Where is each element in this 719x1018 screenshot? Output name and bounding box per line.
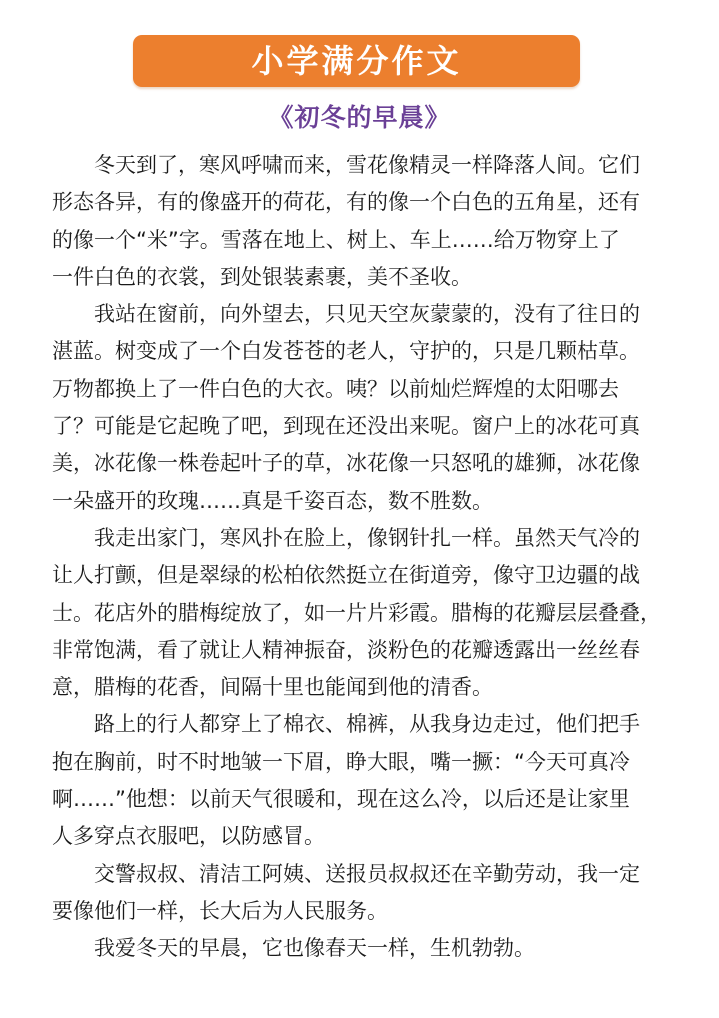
paragraph (52, 930, 672, 967)
text-line: 非常饱满，看了就让人精神振奋，淡粉色的花瓣透露出一丝丝春 (52, 637, 640, 662)
text-line: 一件白色的衣裳，到处银装素裹，美不圣收。 (52, 264, 472, 289)
essay-body (52, 147, 672, 968)
text-line: 万物都换上了一件白色的大衣。咦？以前灿烂辉煌的太阳哪去 (52, 376, 619, 401)
text-line: 人多穿点衣服吧，以防感冒。 (52, 824, 325, 849)
text-line: 路上的行人都穿上了棉衣、棉裤，从我身边走过，他们把手 (94, 712, 640, 737)
text-line: 湛蓝。树变成了一个白发苍苍的老人，守护的，只是几颗枯草。 (52, 339, 640, 364)
text-line: 我爱冬天的早晨，它也像春天一样，生机勃勃。 (94, 936, 535, 961)
text-line: 士。花店外的腊梅绽放了，如一片片彩霞。腊梅的花瓣层层叠叠， (52, 600, 661, 625)
text-line: 抱在胸前，时不时地皱一下眉，睁大眼，嘴一撅：“今天可真冷 (52, 749, 630, 774)
paragraph (52, 296, 672, 520)
text-line: 意，腊梅的花香，间隔十里也能闻到他的清香。 (52, 675, 493, 700)
text-line: 了？可能是它起晚了吧，到现在还没出来呢。窗户上的冰花可真 (52, 414, 640, 439)
paragraph (52, 856, 672, 931)
banner-title: 小学满分作文 (251, 42, 462, 80)
text-line: 我站在窗前，向外望去，只见天空灰蒙蒙的，没有了往日的 (94, 302, 640, 327)
paragraph (52, 706, 672, 855)
text-line: 让人打颤，但是翠绿的松柏依然挺立在街道旁，像守卫边疆的战 (52, 563, 640, 588)
text-line: 形态各异，有的像盛开的荷花，有的像一个白色的五角星，还有 (52, 190, 640, 215)
text-line: 的像一个“米”字。雪落在地上、树上、车上……给万物穿上了 (52, 227, 620, 252)
header-banner (133, 35, 580, 87)
text-line: 美，冰花像一株卷起叶子的草，冰花像一只怒吼的雄狮，冰花像 (52, 451, 640, 476)
paragraph (52, 520, 672, 706)
text-line: 冬天到了，寒风呼啸而来，雪花像精灵一样降落人间。它们 (94, 153, 640, 177)
text-line: 要像他们一样，长大后为人民服务。 (52, 898, 388, 923)
text-line: 交警叔叔、清洁工阿姨、送报员叔叔还在辛勤劳动，我一定 (94, 861, 640, 886)
paragraph (52, 147, 672, 296)
text-line: 啊……”他想：以前天气很暖和，现在这么冷，以后还是让家里 (52, 787, 630, 812)
essay-title: 《初冬的早晨》 (268, 103, 451, 132)
text-line: 我走出家门，寒风扑在脸上，像钢针扎一样。虽然天气冷的 (94, 525, 640, 550)
text-line: 一朵盛开的玫瑰……真是千姿百态，数不胜数。 (52, 488, 493, 513)
